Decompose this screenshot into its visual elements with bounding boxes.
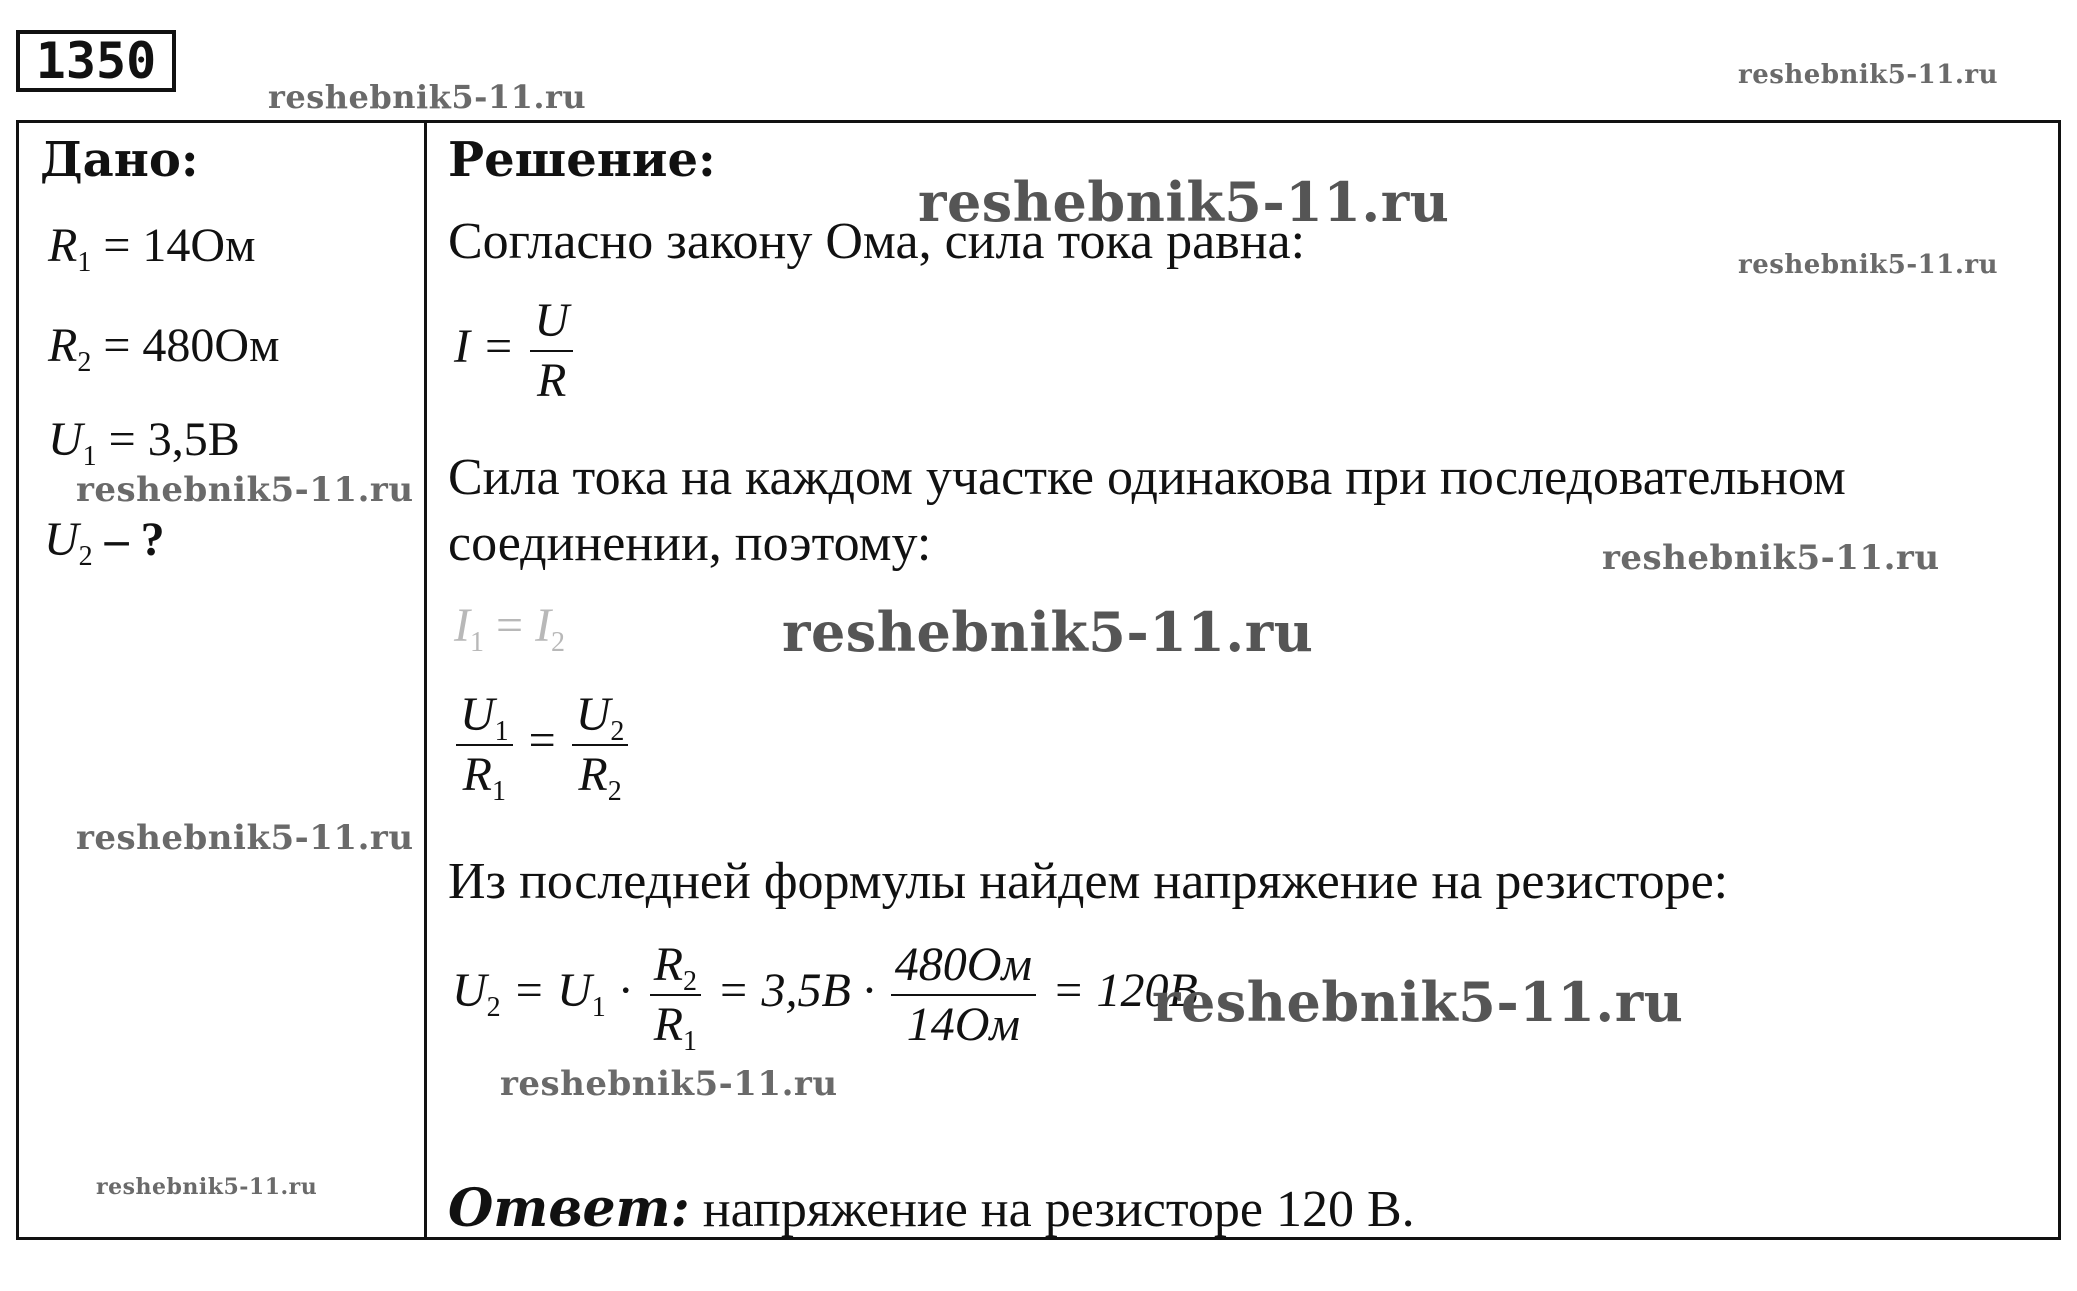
solution-line-1: Согласно закону Ома, сила тока равна: (448, 213, 1306, 270)
formula-ohm-law: I = $\frac{U}{R}$ (454, 294, 577, 408)
formula-u2-result: $U_2 = U_1$ · $\frac{R_2}{R_1}$ = 3,5B · $\frac{480Ом}{14Ом}$ = 120B (452, 938, 1198, 1057)
watermark: reshebnik5-11.ru (1738, 250, 1999, 280)
problem-number: 1350 (16, 30, 176, 92)
formula-ratio: $\frac{U_1}{R_1}$ = $\frac{U_2}{R_2}$ (452, 688, 632, 802)
column-divider (424, 120, 427, 1240)
watermark: reshebnik5-11.ru (500, 1064, 838, 1104)
given-header: Дано: (40, 132, 199, 188)
watermark: reshebnik5-11.ru (76, 470, 414, 510)
answer: Ответ: напряжение на резисторе 120 В. (448, 1178, 1415, 1239)
given-u1: $U_1 = 3,5B$ (48, 413, 240, 472)
solution-frame (16, 120, 2061, 1240)
watermark: reshebnik5-11.ru (918, 170, 1450, 234)
watermark: reshebnik5-11.ru (1738, 60, 1999, 90)
solution-line-2a: Сила тока на каждом участке одинакова при последовательном (448, 449, 1846, 506)
watermark: reshebnik5-11.ru (1602, 538, 1940, 578)
watermark: reshebnik5-11.ru (782, 600, 1314, 664)
solution-header: Решение: (448, 132, 716, 188)
given-r2: $R_2 = 480Ом$ (48, 319, 280, 378)
watermark: reshebnik5-11.ru (96, 1174, 318, 1200)
watermark: reshebnik5-11.ru (1152, 970, 1684, 1034)
given-u2-unknown: $U_2$ – ? (44, 513, 165, 572)
watermark: reshebnik5-11.ru (76, 818, 414, 858)
formula-current-equality: $I_1 = I_2$ (454, 599, 566, 658)
solution-line-2b: соединении, поэтому: (448, 515, 932, 572)
given-r1: $R_1 = 14Ом$ (48, 219, 256, 278)
solution-line-3: Из последней формулы найдем напряжение на резисторе: (448, 853, 1729, 910)
watermark: reshebnik5-11.ru (268, 78, 587, 116)
